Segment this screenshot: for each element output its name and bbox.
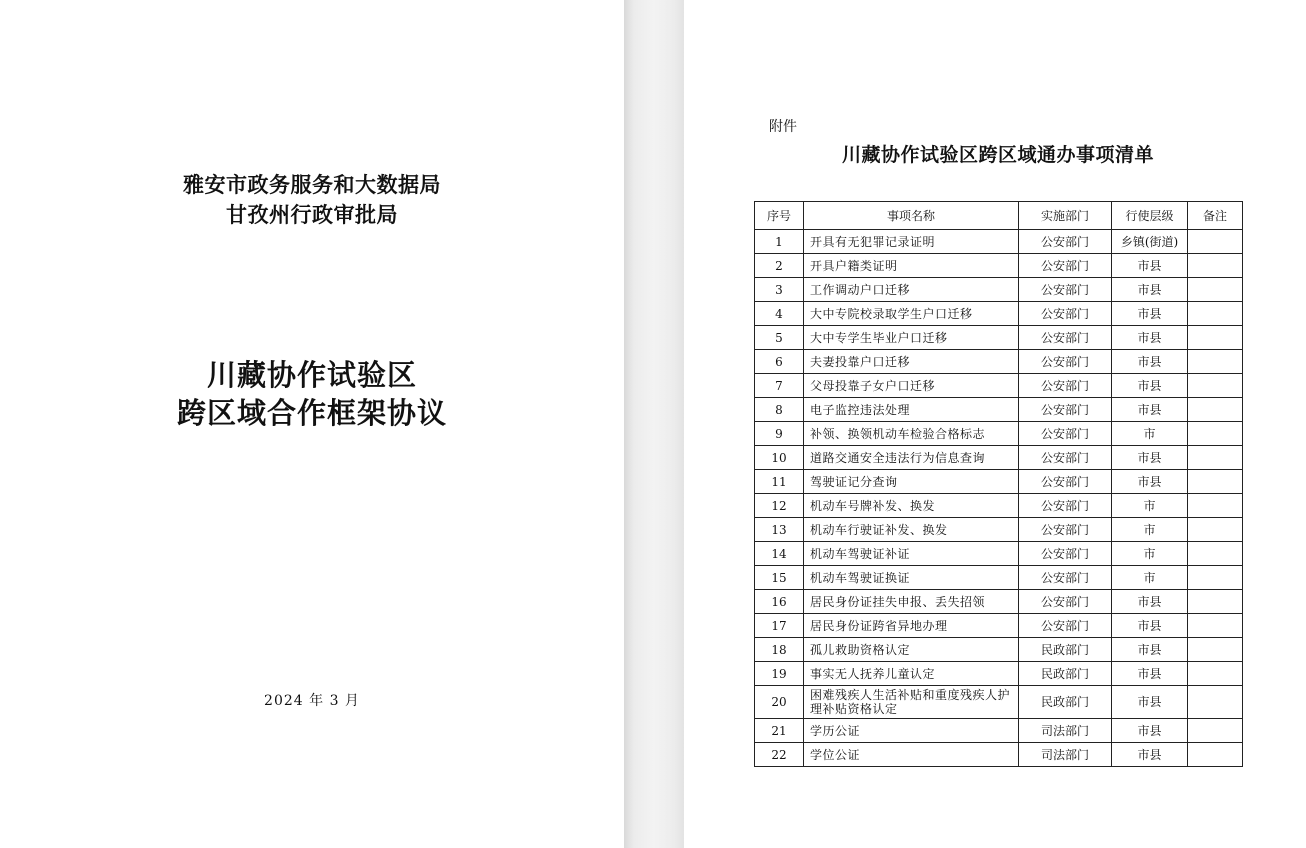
exercise-level: 市县 <box>1112 278 1188 302</box>
exercise-level: 市 <box>1112 422 1188 446</box>
implementing-dept: 司法部门 <box>1019 743 1112 767</box>
issuing-organizations <box>0 170 624 230</box>
exercise-level: 市县 <box>1112 470 1188 494</box>
org-line-2: 甘孜州行政审批局 <box>226 202 398 227</box>
implementing-dept: 公安部门 <box>1019 470 1112 494</box>
exercise-level: 市县 <box>1112 302 1188 326</box>
item-name: 孤儿救助资格认定 <box>804 638 1019 662</box>
remarks <box>1188 518 1243 542</box>
remarks <box>1188 638 1243 662</box>
exercise-level: 市县 <box>1112 638 1188 662</box>
table-row <box>755 302 1243 326</box>
item-name: 开具户籍类证明 <box>804 254 1019 278</box>
implementing-dept: 司法部门 <box>1019 719 1112 743</box>
remarks <box>1188 590 1243 614</box>
item-name: 工作调动户口迁移 <box>804 278 1019 302</box>
item-name: 开具有无犯罪记录证明 <box>804 230 1019 254</box>
header-no: 序号 <box>755 202 804 230</box>
remarks <box>1188 494 1243 518</box>
exercise-level: 市县 <box>1112 743 1188 767</box>
table-row <box>755 662 1243 686</box>
implementing-dept: 公安部门 <box>1019 398 1112 422</box>
implementing-dept: 公安部门 <box>1019 302 1112 326</box>
row-number: 2 <box>755 254 804 278</box>
exercise-level: 乡镇(街道) <box>1112 230 1188 254</box>
item-name: 机动车号牌补发、换发 <box>804 494 1019 518</box>
row-number: 5 <box>755 326 804 350</box>
implementing-dept: 公安部门 <box>1019 278 1112 302</box>
table-row <box>755 518 1243 542</box>
table-row <box>755 230 1243 254</box>
implementing-dept: 公安部门 <box>1019 350 1112 374</box>
exercise-level: 市县 <box>1112 350 1188 374</box>
table-row <box>755 542 1243 566</box>
remarks <box>1188 686 1243 719</box>
item-name: 道路交通安全违法行为信息查询 <box>804 446 1019 470</box>
item-name: 机动车行驶证补发、换发 <box>804 518 1019 542</box>
item-name: 居民身份证跨省异地办理 <box>804 614 1019 638</box>
implementing-dept: 公安部门 <box>1019 254 1112 278</box>
remarks <box>1188 614 1243 638</box>
row-number: 22 <box>755 743 804 767</box>
remarks <box>1188 230 1243 254</box>
exercise-level: 市 <box>1112 542 1188 566</box>
row-number: 17 <box>755 614 804 638</box>
remarks <box>1188 326 1243 350</box>
item-name: 父母投靠子女户口迁移 <box>804 374 1019 398</box>
table-row <box>755 638 1243 662</box>
attachment-page <box>684 0 1306 848</box>
agreement-title-line-1: 川藏协作试验区 <box>206 358 417 392</box>
table-row <box>755 374 1243 398</box>
item-name: 居民身份证挂失申报、丢失招领 <box>804 590 1019 614</box>
table-row <box>755 470 1243 494</box>
item-name: 驾驶证记分查询 <box>804 470 1019 494</box>
implementing-dept: 公安部门 <box>1019 590 1112 614</box>
implementing-dept: 公安部门 <box>1019 326 1112 350</box>
row-number: 13 <box>755 518 804 542</box>
row-number: 14 <box>755 542 804 566</box>
implementing-dept: 公安部门 <box>1019 542 1112 566</box>
table-row <box>755 743 1243 767</box>
table-row <box>755 422 1243 446</box>
cover-page <box>0 0 624 848</box>
implementing-dept: 公安部门 <box>1019 374 1112 398</box>
implementing-dept: 公安部门 <box>1019 422 1112 446</box>
item-name: 大中专院校录取学生户口迁移 <box>804 302 1019 326</box>
table-row <box>755 614 1243 638</box>
exercise-level: 市县 <box>1112 590 1188 614</box>
item-name: 学历公证 <box>804 719 1019 743</box>
item-name: 事实无人抚养儿童认定 <box>804 662 1019 686</box>
table-row <box>755 686 1243 719</box>
exercise-level: 市县 <box>1112 662 1188 686</box>
remarks <box>1188 422 1243 446</box>
implementing-dept: 公安部门 <box>1019 494 1112 518</box>
row-number: 19 <box>755 662 804 686</box>
row-number: 7 <box>755 374 804 398</box>
table-header-row <box>755 202 1243 230</box>
items-table <box>754 201 1243 767</box>
table-row <box>755 446 1243 470</box>
exercise-level: 市县 <box>1112 374 1188 398</box>
remarks <box>1188 662 1243 686</box>
remarks <box>1188 566 1243 590</box>
exercise-level: 市县 <box>1112 446 1188 470</box>
exercise-level: 市 <box>1112 518 1188 542</box>
remarks <box>1188 470 1243 494</box>
table-row <box>755 590 1243 614</box>
remarks <box>1188 542 1243 566</box>
exercise-level: 市 <box>1112 494 1188 518</box>
remarks <box>1188 743 1243 767</box>
header-level: 行使层级 <box>1112 202 1188 230</box>
header-name: 事项名称 <box>804 202 1019 230</box>
header-note: 备注 <box>1188 202 1243 230</box>
table-row <box>755 326 1243 350</box>
row-number: 21 <box>755 719 804 743</box>
attachment-title: 川藏协作试验区跨区域通办事项清单 <box>841 144 1154 166</box>
table-row <box>755 719 1243 743</box>
table-row <box>755 494 1243 518</box>
attachment-label: 附件 <box>769 119 797 135</box>
remarks <box>1188 719 1243 743</box>
remarks <box>1188 398 1243 422</box>
remarks <box>1188 302 1243 326</box>
implementing-dept: 公安部门 <box>1019 446 1112 470</box>
remarks <box>1188 254 1243 278</box>
row-number: 1 <box>755 230 804 254</box>
row-number: 15 <box>755 566 804 590</box>
item-name: 补领、换领机动车检验合格标志 <box>804 422 1019 446</box>
cover-date: 2024 年 3 月 <box>264 693 360 709</box>
item-name: 机动车驾驶证换证 <box>804 566 1019 590</box>
table-row <box>755 278 1243 302</box>
remarks <box>1188 278 1243 302</box>
item-name: 机动车驾驶证补证 <box>804 542 1019 566</box>
implementing-dept: 民政部门 <box>1019 686 1112 719</box>
row-number: 10 <box>755 446 804 470</box>
exercise-level: 市县 <box>1112 326 1188 350</box>
implementing-dept: 民政部门 <box>1019 638 1112 662</box>
exercise-level: 市县 <box>1112 719 1188 743</box>
row-number: 8 <box>755 398 804 422</box>
row-number: 4 <box>755 302 804 326</box>
implementing-dept: 公安部门 <box>1019 518 1112 542</box>
row-number: 11 <box>755 470 804 494</box>
exercise-level: 市县 <box>1112 686 1188 719</box>
row-number: 12 <box>755 494 804 518</box>
item-name: 学位公证 <box>804 743 1019 767</box>
row-number: 16 <box>755 590 804 614</box>
org-line-1: 雅安市政务服务和大数据局 <box>183 172 441 197</box>
implementing-dept: 公安部门 <box>1019 230 1112 254</box>
item-name: 电子监控违法处理 <box>804 398 1019 422</box>
exercise-level: 市县 <box>1112 614 1188 638</box>
row-number: 18 <box>755 638 804 662</box>
header-dept: 实施部门 <box>1019 202 1112 230</box>
item-name: 困难残疾人生活补贴和重度残疾人护理补贴资格认定 <box>804 686 1019 719</box>
implementing-dept: 公安部门 <box>1019 614 1112 638</box>
remarks <box>1188 350 1243 374</box>
table-row <box>755 566 1243 590</box>
row-number: 20 <box>755 686 804 719</box>
table-row <box>755 254 1243 278</box>
row-number: 3 <box>755 278 804 302</box>
item-name: 大中专学生毕业户口迁移 <box>804 326 1019 350</box>
exercise-level: 市县 <box>1112 398 1188 422</box>
page-gutter <box>624 0 684 848</box>
table-row <box>755 350 1243 374</box>
agreement-title-line-2: 跨区域合作框架协议 <box>176 396 447 430</box>
implementing-dept: 公安部门 <box>1019 566 1112 590</box>
agreement-title <box>0 356 624 432</box>
row-number: 9 <box>755 422 804 446</box>
row-number: 6 <box>755 350 804 374</box>
remarks <box>1188 374 1243 398</box>
implementing-dept: 民政部门 <box>1019 662 1112 686</box>
item-name: 夫妻投靠户口迁移 <box>804 350 1019 374</box>
table-row <box>755 398 1243 422</box>
exercise-level: 市 <box>1112 566 1188 590</box>
exercise-level: 市县 <box>1112 254 1188 278</box>
remarks <box>1188 446 1243 470</box>
